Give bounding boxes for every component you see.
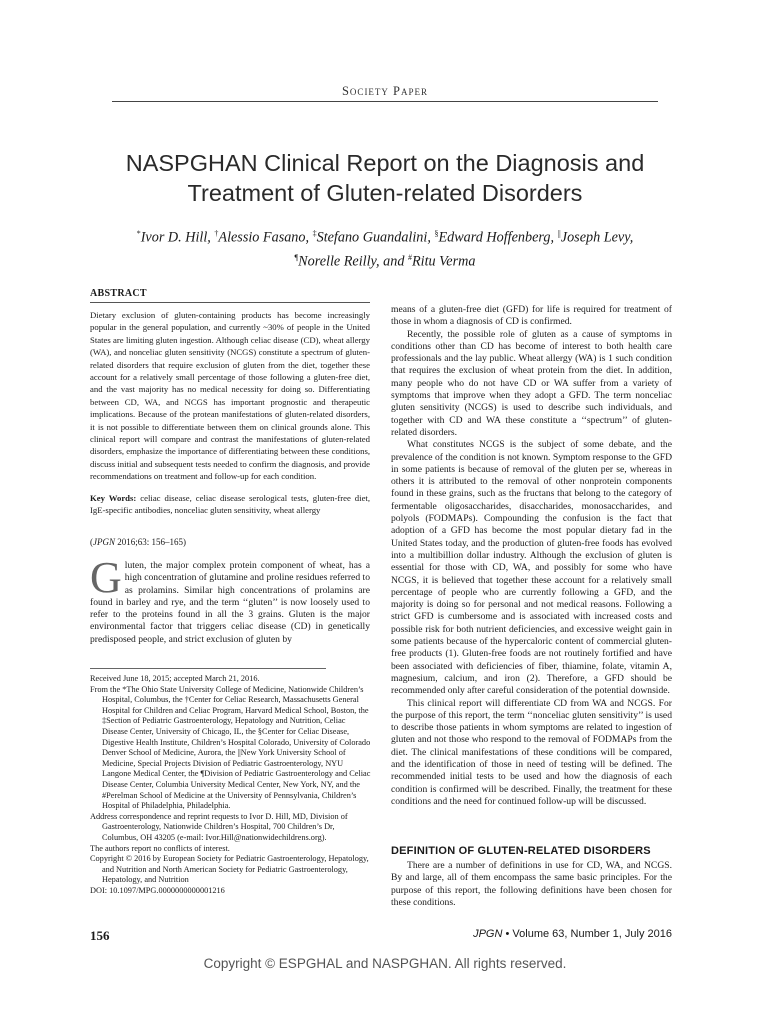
keywords-label: Key Words: — [90, 493, 137, 503]
author-mark: # — [407, 252, 412, 262]
header-rule — [112, 101, 658, 102]
author-name: Joseph Levy, — [560, 229, 634, 246]
abstract-text: Dietary exclusion of gluten-containing products has become increasingly popular in the general population, and currently ~30% of people in the United States are limiting gluten ingestion. Although celiac disease (CD), wheat allergy (WA), and nonceliac gluten sensitivity (NCGS) constitute a spectrum of gluten-related disorders that require exclusion of gluten from the diet, together these account for a relatively small percentage of those following a gluten-free diet, and the vast majority has no medical necessity for doing so. Differentiating between CD, WA, and NCGS has important prognostic and therapeutic implications. Because of the protean manifestations of gluten-related disorders, it is not possible to differentiate between them on clinical grounds alone. This clinical report will compare and contrast the manifestations of gluten-related disorders, emphasize the importance of differentiating between these conditions, discuss initial and subsequent tests needed to confirm the diagnosis, and provide recommendations on treatment and follow-up for each condition. — [90, 310, 370, 482]
author-name: Edward Hoffenberg, — [438, 229, 555, 246]
author-mark: || — [557, 229, 561, 238]
footnotes — [90, 674, 372, 896]
body-paragraph: Recently, the possible role of gluten as a cause of symptoms in conditions other than CD has become of interest to both health care professionals and the lay public. Wheat allergy (WA) is 1 such condition that requires the exclusion of wheat protein from the diet. In addition, many people who do not have CD or WA suffer from a variety of symptoms that improve when they adopt a GFD. The term nonceliac gluten sensitivity (NCGS) is used to describe such individuals, and together with CD and WA these constitute a ‘‘spectrum’’ of gluten-related disorders. — [391, 328, 672, 438]
footnote-address: Address correspondence and reprint requests to Ivor D. Hill, MD, Division of Gastroenterology, Nationwide Children’s Hospital, 700 Children’s Dr, Columbus, OH 43205 (e-mail: Ivor.Hill@nationwidechildrens.org). — [90, 811, 348, 842]
keywords-text: celiac disease, celiac disease serological tests, gluten-free diet, IgE-specific antibodies, nonceliac gluten sensitivity, wheat allergy — [90, 493, 371, 516]
footnote-copyright: Copyright © 2016 by European Society for Pediatric Gastroenterology, Hepatology, and Nutrition and North American Society for Pediatric Gastroenterology, Hepatology, and Nutrition — [90, 854, 369, 885]
section-paragraph: There are a number of definitions in use for CD, WA, and NCGS. By and large, all of them encompass the same basic principles. For the purpose of this report, the following definitions have been chosen for these conditions. — [391, 860, 672, 908]
author-name: Stefano Guandalini, — [316, 229, 431, 246]
section-heading: DEFINITION OF GLUTEN-RELATED DISORDERS — [391, 845, 651, 857]
body-paragraph: This clinical report will differentiate CD from WA and NCGS. For the purpose of this report, the term ‘‘nonceliac gluten sensitivity’’ is used to describe those patients in whom symptoms are related to ingestion of gluten and not those who respond to the removal of FODMAPs from the diet. The clinical manifestations of these conditions will be compared, and the identification of those in need of testing will be defined. The recommended initial tests to be used and how the diagnosis of each condition is confirmed will be described. Finally, the treatment for these conditions and the need for continued follow-up will be discussed. — [391, 697, 672, 807]
footnote-rule — [90, 668, 326, 669]
author-name: Ivor D. Hill, — [140, 229, 211, 246]
journal-name: JPGN — [473, 928, 503, 940]
author-mark: ‡ — [312, 229, 317, 238]
author-mark: § — [434, 229, 439, 238]
journal-issue: • Volume 63, Number 1, July 2016 — [505, 928, 672, 940]
body-paragraph: What constitutes NCGS is the subject of some debate, and the prevalence of the condition is not known. Symptom response to the GFD in some patients is because of removal of the gluten per se, whereas in others it is attributed to the removal of other nonprotein components found in these grains, such as the fructans that belong to the category of fermentable oligosaccharides, disaccharides, monosaccharides, and polyols (FODMAPs). Compounding the confusion is the fact that adoption of a GFD has become the most popular dietary fad in the United States today, and the production of gluten-free foods has evolved into a multibillion dollar industry. Although the exclusion of gluten is essential for those with CD, WA, and possibly for some who have NCGS, it is believed that together these account for a relatively small percentage of people who are currently following a GFD, and the majority is doing so for personal and not medical reasons. Following a strict GFD is cumbersome and is associated with increased costs and possible risk for both nutrient deficiencies, and excessive weight gain in some patients because of the hypercaloric content of commercial gluten-free products (1). Gluten-free foods are not routinely fortified and have been associated with deficiencies of fiber, thiamine, folate, vitamin A, magnesium, calcium, and iron (2). Therefore, a GFD should be recommended only after careful consideration of the potential downside. — [391, 439, 672, 697]
page-number: 156 — [90, 928, 110, 943]
footnote-conflicts: The authors report no conflicts of interest. — [90, 843, 230, 853]
body-text-right — [391, 304, 672, 808]
footnote-affiliations: From the *The Ohio State University College of Medicine, Nationwide Children’s Hospital, Columbus, the †Center for Celiac Research, Massachusetts General Hospital for Children and Celiac Program, Harvard Medical School, Boston, the ‡Section of Pediatric Gastroenterology, Hepatology and Nutrition, Celiac Disease Center, University of Chicago, IL, the §Center for Celiac Disease, Digestive Health Institute, Children’s Hospital Colorado, University of Colorado Denver School of Medicine, Aurora, the ||New York University School of Medicine, Special Projects Division of Pediatric Gastroenterology, NYU Langone Medical Center, the ¶Division of Pediatric Gastroenterology and Celiac Disease Center, Columbia University Medical Center, New York, NY, and the #Perelman School of Medicine at the University of Pennsylvania, Children’s Hospital of Philadelphia, Philadelphia. — [90, 684, 371, 811]
article-title: NASPGHAN Clinical Report on the Diagnosis and Treatment of Gluten-related Disorders — [125, 150, 645, 206]
citation: (JPGN 2016;63: 156–165) — [90, 537, 186, 547]
abstract-heading: ABSTRACT — [90, 288, 147, 299]
author-name: Norelle Reilly, and — [298, 253, 405, 270]
citation-details: 2016;63: 156–165) — [117, 537, 186, 547]
copyright-notice: Copyright © ESPGHAL and NASPGHAN. All rights reserved. — [203, 956, 567, 971]
footnote-doi: DOI: 10.1097/MPG.0000000000001216 — [90, 885, 225, 895]
footnote-received: Received June 18, 2015; accepted March 21, 2016. — [90, 674, 260, 683]
author-mark: ¶ — [294, 252, 299, 262]
section-label: Society Paper — [341, 84, 429, 98]
drop-cap: G — [90, 553, 122, 602]
body-paragraph: luten, the major complex protein component of wheat, has a high concentration of glutamine and proline residues referred to as prolamins. Similar high concentrations of prolamins are found in barley and rye, and the term ‘‘gluten’’ is now loosely used to refer to the proteins found in all the 3 grains. Gluten is the major environmental factor that triggers celiac disease (CD) in genetically predisposed people, and strict exclusion of gluten by — [90, 560, 370, 645]
author-list — [90, 224, 680, 271]
body-text-left — [90, 553, 370, 646]
citation-journal: JPGN — [93, 537, 115, 547]
abstract-rule — [90, 302, 370, 303]
keywords — [90, 492, 370, 517]
author-name: Alessio Fasano, — [218, 229, 310, 246]
author-name: Ritu Verma — [411, 253, 476, 270]
author-mark: † — [214, 229, 219, 238]
journal-footer — [400, 928, 672, 940]
body-paragraph: means of a gluten-free diet (GFD) for life is required for treatment of those in whom a diagnosis of CD is confirmed. — [391, 304, 672, 328]
author-mark: * — [136, 229, 141, 238]
